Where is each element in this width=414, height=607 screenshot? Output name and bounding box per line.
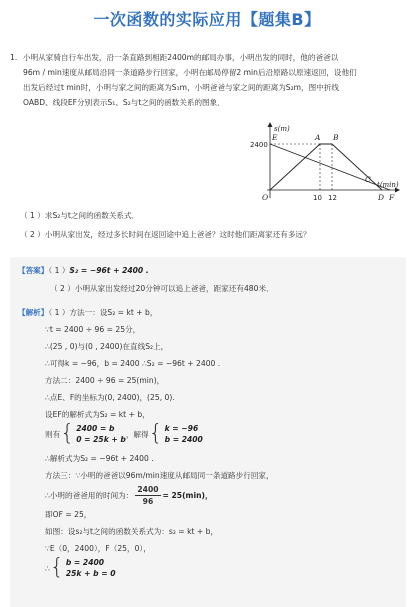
analysis-11-suffix: = 25(min)，: [162, 491, 213, 500]
problem-line-3: 出发后经过t min时，小明与家之间的距离为S₁m，小明爸爸与家之间的距离为S₂m，图中折线: [23, 83, 340, 92]
x-tick-10: 10: [313, 194, 322, 202]
equation-system-3-line: [45, 557, 115, 579]
fraction-numerator: 2400: [137, 485, 159, 494]
answer-line-1: [18, 265, 149, 276]
y-axis-arrow-icon: [268, 122, 273, 127]
answer-line-2: （ 2 ）小明从家出发经过20分钟可以追上爸爸，距家还有480米．: [50, 284, 274, 293]
problem-line-1: 小明从家骑自行车出发，沿一条直路到相距2400m的邮局办事，小明出发的同时，他的爸爸以: [23, 53, 339, 62]
left-brace-icon: {: [49, 555, 64, 580]
left-brace-icon: {: [60, 421, 75, 446]
analysis-line-7: 设EF的解析式为S₂ = kt + b，: [45, 410, 150, 419]
point-a-label: A: [315, 133, 321, 142]
equation-system-2: [165, 423, 203, 445]
system-3-eq-1: b = 2400: [65, 558, 105, 567]
x-axis-label: t(min): [377, 181, 399, 189]
problem-statement: [23, 52, 406, 108]
analysis-line-1: [18, 307, 157, 318]
system-1-eq-1: 2400 = b: [76, 424, 115, 433]
problem-block: [10, 52, 406, 112]
answer-1-prefix: （ 1 ）: [48, 266, 70, 275]
system-3-eq-2: 25k + b = 0: [65, 569, 116, 578]
point-o-label: O: [262, 193, 269, 202]
analysis-line-10: 方法三：∵小明的爸爸以96m/min速度从邮局同一条道路步行回家，: [45, 471, 274, 480]
analysis-line-3: ∴(25 , 0)与(0 , 2400)在直线S₂上，: [45, 342, 169, 351]
analysis-line-12: 即OF = 25，: [45, 510, 92, 519]
system-2-eq-2: b = 2400: [164, 435, 203, 444]
system-prefix: 则有: [45, 429, 61, 439]
system-mid: ，解得: [125, 429, 149, 439]
analysis-line-14: ∵E（0，2400），F（25，0），: [45, 544, 151, 553]
sub-question-2: （ 2 ）小明从家出发，经过多长时间在返回途中追上爸爸？这时他们距离家还有多远？: [20, 230, 311, 239]
x-tick-12: 12: [328, 194, 337, 202]
analysis-line-4: ∴可得k = −96，b = 2400 ∴S₂ = −96t + 2400 .: [45, 359, 221, 368]
problem-line-4: OABD、线段EF分别表示S₁、S₂与t之间的函数关系的图象．: [23, 98, 225, 107]
system-1-eq-2: 0 = 25k + b: [76, 435, 126, 444]
page-title: 一次函数的实际应用【题集B】: [93, 10, 321, 29]
system-2-eq-1: k = −96: [164, 424, 199, 433]
analysis-line-9: ∴解析式为S₂ = −96t + 2400 .: [45, 454, 154, 463]
point-b-label: B: [333, 133, 339, 142]
system-3-prefix: ∴: [45, 563, 50, 573]
left-brace-icon: {: [148, 421, 163, 446]
analysis-line-2: ∵t = 2400 ÷ 96 = 25分，: [45, 325, 141, 334]
question-number: 1.: [10, 53, 18, 62]
function-graph: [245, 120, 410, 205]
answer-tag: 【答案】: [18, 266, 49, 275]
point-f-label: F: [389, 193, 395, 202]
analysis-tag: 【解析】: [18, 308, 49, 317]
fraction: [135, 484, 160, 507]
equation-system-1: [76, 423, 126, 445]
analysis-text-1: （ 1 ）方法一：设S₂ = kt + b，: [48, 308, 158, 317]
y-axis-label: s(m): [274, 125, 290, 133]
analysis-line-13: 如图：设s₂与t之间的函数关系式为：s₂ = kt + b，: [45, 527, 219, 536]
sub-question-1: （ 1 ）求S₂与t之间的函数关系式．: [20, 211, 140, 220]
problem-line-2: 96m / min速度从邮局沿同一条道路步行回家，小明在邮局停留2 min后沿原路以原速返回，设他们: [23, 68, 357, 77]
analysis-line-5: 方法二：2400 ÷ 96 = 25(min)，: [45, 376, 165, 385]
equation-system-line: [45, 423, 203, 445]
y-tick-2400: 2400: [250, 141, 268, 149]
analysis-line-6: ∴点E、F的坐标为(0, 2400)，(25, 0).: [45, 393, 175, 402]
point-c-label: C: [365, 175, 371, 184]
point-e-label: E: [272, 133, 278, 142]
point-d-label: D: [378, 193, 385, 202]
analysis-line-11: [45, 484, 213, 507]
analysis-11-prefix: ∴小明的爸爸用的时间为：: [45, 491, 134, 500]
fraction-denominator: 96: [142, 497, 154, 506]
equation-system-3: [66, 557, 116, 579]
line-ef: [270, 144, 390, 190]
answer-1-formula: S₂ = −96t + 2400 .: [69, 266, 149, 275]
answer-panel: [10, 257, 406, 607]
